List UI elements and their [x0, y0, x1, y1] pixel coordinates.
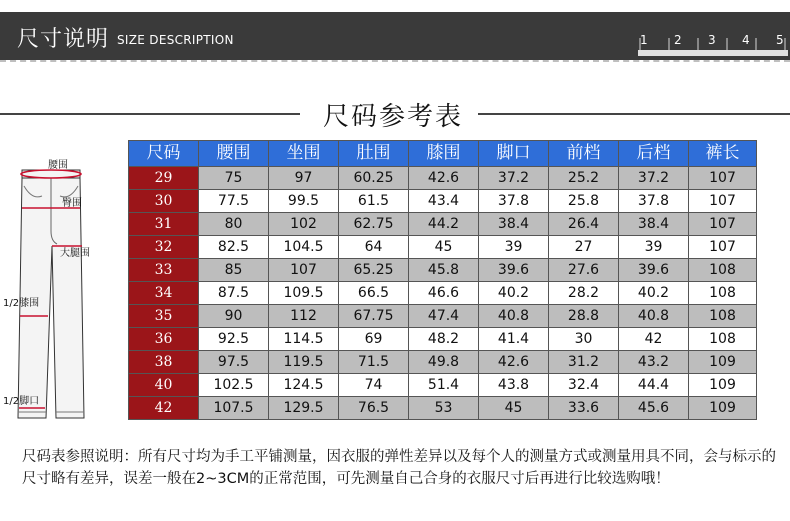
- measure-cell: 30: [549, 328, 619, 351]
- diagram-label-hip: 臀围: [62, 198, 82, 209]
- section-line-left: [0, 113, 300, 115]
- ruler-icon: [638, 28, 788, 58]
- measure-cell: 129.5: [269, 397, 339, 420]
- size-table: [128, 140, 757, 420]
- measure-cell: 97: [269, 167, 339, 190]
- measure-cell: 109: [689, 397, 757, 420]
- measure-cell: 92.5: [199, 328, 269, 351]
- measure-cell: 43.4: [409, 190, 479, 213]
- header-subtitle: SIZE DESCRIPTION: [117, 33, 234, 47]
- size-cell: 34: [129, 282, 199, 305]
- table-row: [129, 213, 757, 236]
- measure-cell: 108: [689, 282, 757, 305]
- measure-cell: 39.6: [479, 259, 549, 282]
- measure-cell: 37.2: [479, 167, 549, 190]
- diagram-label-hem: 1/2脚口: [3, 396, 40, 407]
- size-cell: 29: [129, 167, 199, 190]
- header-divider: [0, 60, 790, 62]
- measure-cell: 109: [689, 351, 757, 374]
- measure-cell: 99.5: [269, 190, 339, 213]
- size-cell: 38: [129, 351, 199, 374]
- header-title: 尺寸说明: [17, 27, 110, 52]
- measure-cell: 39: [479, 236, 549, 259]
- table-row: [129, 374, 757, 397]
- measure-cell: 40.8: [619, 305, 689, 328]
- measure-cell: 39: [619, 236, 689, 259]
- measure-cell: 102.5: [199, 374, 269, 397]
- measure-cell: 62.75: [339, 213, 409, 236]
- measure-cell: 74: [339, 374, 409, 397]
- measure-cell: 45.6: [619, 397, 689, 420]
- measure-cell: 25.8: [549, 190, 619, 213]
- measure-cell: 102: [269, 213, 339, 236]
- measure-cell: 65.25: [339, 259, 409, 282]
- measure-cell: 47.4: [409, 305, 479, 328]
- measure-cell: 37.2: [619, 167, 689, 190]
- table-row: [129, 167, 757, 190]
- measure-cell: 80: [199, 213, 269, 236]
- diagram-label-knee: 1/2膝围: [3, 298, 40, 309]
- measure-cell: 42: [619, 328, 689, 351]
- column-header: 坐围: [269, 141, 339, 167]
- table-row: [129, 236, 757, 259]
- measure-cell: 71.5: [339, 351, 409, 374]
- measure-cell: 77.5: [199, 190, 269, 213]
- measure-cell: 60.25: [339, 167, 409, 190]
- diagram-label-thigh: 大腿围: [60, 248, 90, 259]
- measure-cell: 40.8: [479, 305, 549, 328]
- ruler-mark: 4: [742, 33, 750, 47]
- measure-cell: 33.6: [549, 397, 619, 420]
- measure-cell: 53: [409, 397, 479, 420]
- section-line-right: [478, 113, 790, 115]
- measure-cell: 104.5: [269, 236, 339, 259]
- size-cell: 40: [129, 374, 199, 397]
- measure-cell: 51.4: [409, 374, 479, 397]
- column-header: 膝围: [409, 141, 479, 167]
- ruler-mark: 1: [640, 33, 648, 47]
- measure-cell: 66.5: [339, 282, 409, 305]
- column-header: 裤长: [689, 141, 757, 167]
- measure-cell: 107.5: [199, 397, 269, 420]
- measure-cell: 108: [689, 259, 757, 282]
- measure-cell: 40.2: [619, 282, 689, 305]
- measure-cell: 107: [689, 213, 757, 236]
- table-row: [129, 328, 757, 351]
- measure-cell: 97.5: [199, 351, 269, 374]
- pants-diagram: [2, 156, 122, 436]
- measure-cell: 37.8: [479, 190, 549, 213]
- table-row: [129, 351, 757, 374]
- table-row: [129, 190, 757, 213]
- size-cell: 36: [129, 328, 199, 351]
- measure-cell: 26.4: [549, 213, 619, 236]
- measure-cell: 107: [689, 167, 757, 190]
- measure-cell: 46.6: [409, 282, 479, 305]
- measure-cell: 40.2: [479, 282, 549, 305]
- measure-cell: 42.6: [409, 167, 479, 190]
- ruler-mark: 2: [674, 33, 682, 47]
- measure-cell: 82.5: [199, 236, 269, 259]
- measure-cell: 114.5: [269, 328, 339, 351]
- measure-cell: 27: [549, 236, 619, 259]
- size-cell: 42: [129, 397, 199, 420]
- measure-cell: 43.2: [619, 351, 689, 374]
- measure-cell: 64: [339, 236, 409, 259]
- measure-cell: 109: [689, 374, 757, 397]
- measure-cell: 75: [199, 167, 269, 190]
- measure-cell: 28.2: [549, 282, 619, 305]
- size-cell: 30: [129, 190, 199, 213]
- measure-cell: 87.5: [199, 282, 269, 305]
- measure-cell: 39.6: [619, 259, 689, 282]
- measure-cell: 108: [689, 328, 757, 351]
- measure-cell: 76.5: [339, 397, 409, 420]
- size-cell: 31: [129, 213, 199, 236]
- column-header: 肚围: [339, 141, 409, 167]
- measure-cell: 44.2: [409, 213, 479, 236]
- measure-cell: 109.5: [269, 282, 339, 305]
- measure-cell: 107: [689, 236, 757, 259]
- measure-cell: 41.4: [479, 328, 549, 351]
- measure-cell: 28.8: [549, 305, 619, 328]
- measure-cell: 85: [199, 259, 269, 282]
- measure-cell: 38.4: [479, 213, 549, 236]
- measure-cell: 44.4: [619, 374, 689, 397]
- measure-cell: 43.8: [479, 374, 549, 397]
- table-row: [129, 282, 757, 305]
- size-note: 尺码表参照说明：所有尺寸均为手工平铺测量，因衣服的弹性差异以及每个人的测量方式或测量用具不同，会与标示的尺寸略有差异，误差一般在2~3CM的正常范围，可先测量自己合身的衣服尺寸后再进行比较选购哦！: [22, 449, 776, 487]
- measure-cell: 107: [689, 190, 757, 213]
- column-header: 尺码: [129, 141, 199, 167]
- table-header-row: [129, 141, 757, 167]
- column-header: 后档: [619, 141, 689, 167]
- ruler-mark: 5: [776, 33, 784, 47]
- measure-cell: 107: [269, 259, 339, 282]
- measure-cell: 38.4: [619, 213, 689, 236]
- diagram-label-waist: 腰围: [48, 160, 68, 171]
- ruler-mark: 3: [708, 33, 716, 47]
- measure-cell: 42.6: [479, 351, 549, 374]
- measure-cell: 69: [339, 328, 409, 351]
- size-cell: 33: [129, 259, 199, 282]
- size-cell: 32: [129, 236, 199, 259]
- table-row: [129, 259, 757, 282]
- measure-cell: 124.5: [269, 374, 339, 397]
- measure-cell: 32.4: [549, 374, 619, 397]
- column-header: 前档: [549, 141, 619, 167]
- measure-cell: 108: [689, 305, 757, 328]
- measure-cell: 27.6: [549, 259, 619, 282]
- measure-cell: 112: [269, 305, 339, 328]
- column-header: 腰围: [199, 141, 269, 167]
- measure-cell: 119.5: [269, 351, 339, 374]
- measure-cell: 67.75: [339, 305, 409, 328]
- measure-cell: 45: [409, 236, 479, 259]
- table-row: [129, 397, 757, 420]
- measure-cell: 37.8: [619, 190, 689, 213]
- column-header: 脚口: [479, 141, 549, 167]
- measure-cell: 45: [479, 397, 549, 420]
- size-cell: 35: [129, 305, 199, 328]
- measure-cell: 90: [199, 305, 269, 328]
- measure-cell: 48.2: [409, 328, 479, 351]
- measure-cell: 49.8: [409, 351, 479, 374]
- table-row: [129, 305, 757, 328]
- measure-cell: 31.2: [549, 351, 619, 374]
- measure-cell: 25.2: [549, 167, 619, 190]
- section-title: 尺码参考表: [322, 102, 463, 132]
- measure-cell: 61.5: [339, 190, 409, 213]
- measure-cell: 45.8: [409, 259, 479, 282]
